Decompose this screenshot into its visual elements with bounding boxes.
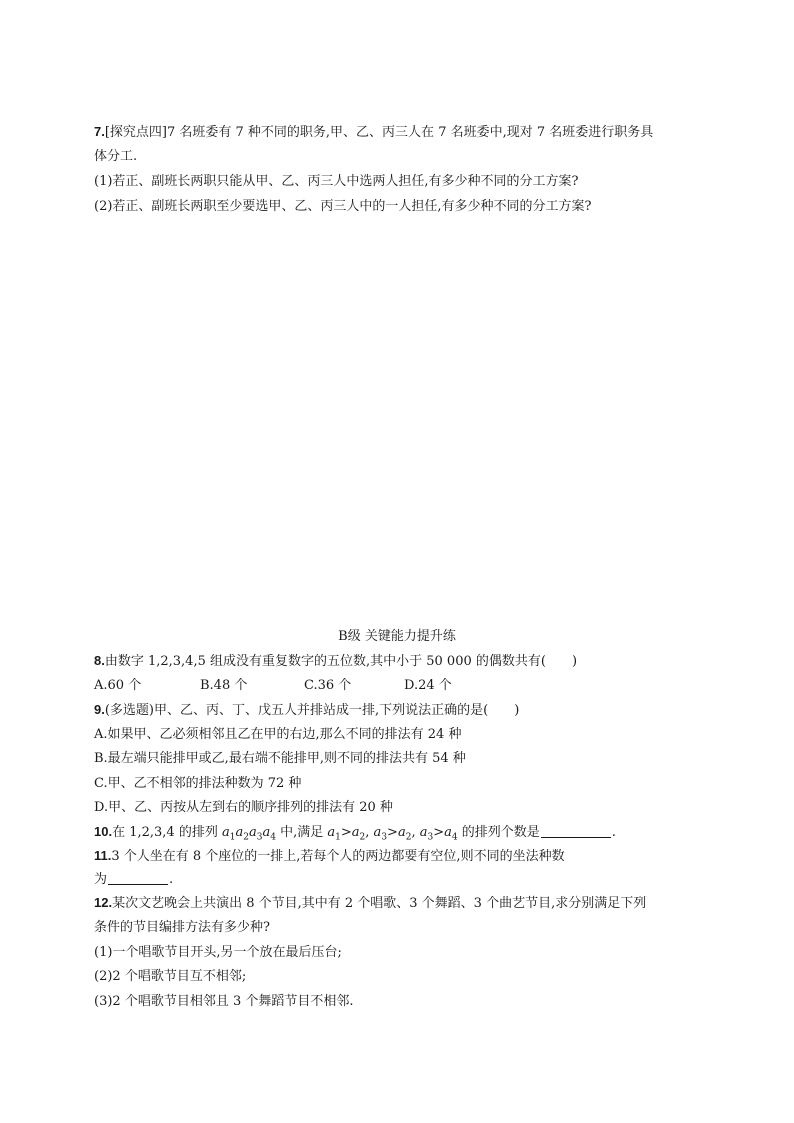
- question-11-line-2: 为 .: [94, 872, 174, 887]
- question-9-option-c: C.甲、乙不相邻的排法种数为 72 种: [94, 776, 302, 791]
- question-8-close-paren: ): [571, 654, 578, 669]
- question-12-text: 某次文艺晚会上共演出 8 个节目,其中有 2 个唱歌、3 个舞蹈、3 个曲艺节目,求分别满足下列: [112, 896, 647, 911]
- question-9-option-d: D.甲、乙、丙按从左到右的顺序排列的排法有 20 种: [94, 800, 393, 815]
- option-a: A.60 个: [94, 678, 142, 693]
- question-7-text: [探究点四]7 名班委有 7 种不同的职务,甲、乙、丙三人在 7 名班委中,现对 7 名班委进行职务具: [104, 125, 654, 140]
- question-9-option-b: B.最左端只能排甲或乙,最右端不能排甲,则不同的排法共有 54 种: [94, 751, 466, 766]
- question-12-part-2: (2)2 个唱歌节目互不相邻;: [94, 969, 247, 984]
- question-7-line-1: [94, 122, 653, 143]
- question-10-text-pre: 在 1,2,3,4 的排列: [112, 825, 222, 840]
- question-12-number: 12.: [94, 895, 113, 910]
- answer-blank: [541, 824, 611, 838]
- permutation-expression: $a_1a_2a_3a_4$: [221, 825, 276, 843]
- question-12-part-3: (3)2 个唱歌节目相邻且 3 个舞蹈节目不相邻.: [94, 994, 354, 1009]
- question-12-line-1: [94, 893, 646, 914]
- option-d: D.24 个: [404, 678, 452, 693]
- option-c: C.36 个: [304, 678, 352, 693]
- section-heading: B级 关键能力提升练: [338, 629, 456, 644]
- question-7-line-2: 体分工.: [94, 149, 138, 164]
- question-8-number: 8.: [94, 653, 105, 668]
- question-8-options: [94, 676, 452, 696]
- question-7-part-1: (1)若正、副班长两职只能从甲、乙、丙三人中选两人担任,有多少种不同的分工方案?: [94, 174, 579, 189]
- question-8: [94, 651, 577, 672]
- question-11-text: 3 个人坐在有 8 个座位的一排上,若每个人的两边都要有空位,则不同的坐法种数: [111, 849, 565, 864]
- question-11-number: 11.: [94, 848, 112, 863]
- question-9: [94, 700, 519, 721]
- question-9-number: 9.: [94, 702, 105, 717]
- answer-blank: [108, 871, 168, 885]
- question-10-text-mid: 中,满足: [275, 825, 328, 840]
- question-12-part-1: (1)一个唱歌节目开头,另一个放在最后压台;: [94, 945, 342, 960]
- question-10-text-post: 的排列个数是: [457, 825, 540, 840]
- question-9-text: (多选题)甲、乙、丙、丁、戊五人并排站成一排,下列说法正确的是(: [104, 703, 489, 718]
- question-11-line-1: [94, 846, 565, 867]
- question-10-number: 10.: [94, 824, 113, 839]
- question-12-line-2: 条件的节目编排方法有多少种?: [94, 920, 270, 935]
- question-9-close-paren: ): [514, 703, 520, 718]
- question-9-option-a: A.如果甲、乙必须相邻且乙在甲的右边,那么不同的排法有 24 种: [94, 727, 462, 742]
- question-8-text: 由数字 1,2,3,4,5 组成没有重复数字的五位数,其中小于 50 000 的偶数共有(: [104, 654, 546, 669]
- question-10: 10.在 1,2,3,4 的排列 $a_1a_2a_3a_4$ 中,满足 $a_1>a_2$, $a_3>a_2$, $a_3>a_4$ 的排列个数是 .: [94, 824, 616, 843]
- question-7-part-2: (2)若正、副班长两职至少要选甲、乙、丙三人中的一人担任,有多少种不同的分工方案?: [94, 199, 592, 214]
- question-7-number: 7.: [94, 124, 105, 139]
- condition-expression: $a_1>a_2$, $a_3>a_2$, $a_3>a_4$: [327, 825, 458, 843]
- option-b: B.48 个: [200, 678, 248, 693]
